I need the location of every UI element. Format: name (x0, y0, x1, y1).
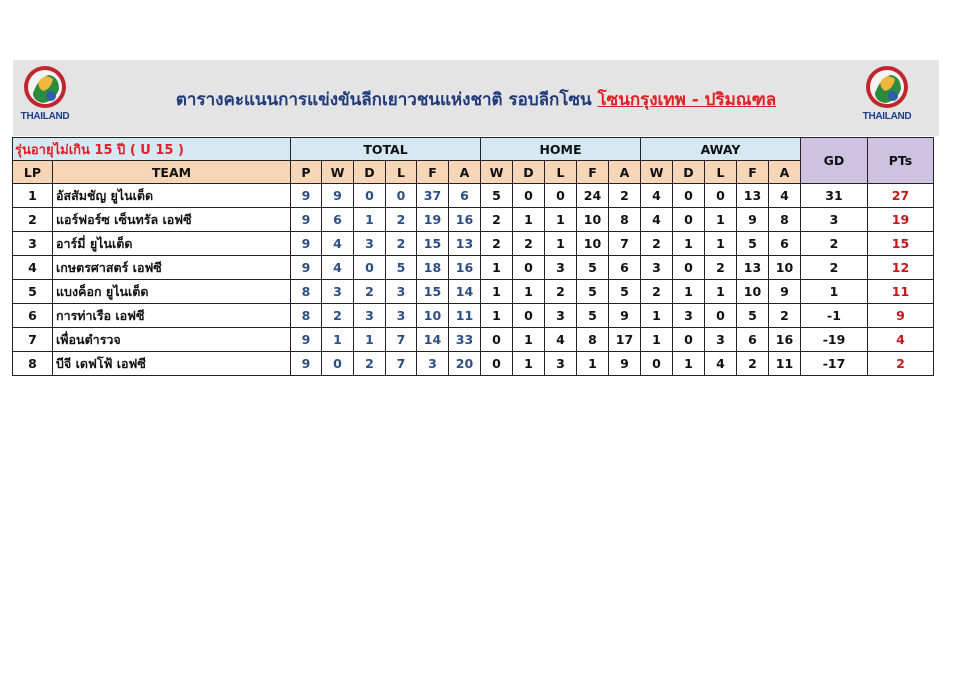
away-stat-cell: 2 (737, 352, 769, 376)
position-cell: 7 (13, 328, 53, 352)
total-stat-cell: 19 (417, 208, 449, 232)
home-stat-cell: 2 (609, 184, 641, 208)
table-row (13, 256, 934, 280)
home-stat-cell: 7 (609, 232, 641, 256)
total-stat-cell: 15 (417, 232, 449, 256)
team-name-cell: เกษตรศาสตร์ เอฟซี (53, 256, 291, 280)
home-stat-cell: 0 (513, 184, 545, 208)
home-stat-cell: 0 (513, 256, 545, 280)
team-name-cell: อาร์มี่ ยูไนเต็ด (53, 232, 291, 256)
away-stat-cell: 6 (737, 328, 769, 352)
home-col-header: L (545, 161, 577, 184)
home-stat-cell: 3 (545, 304, 577, 328)
total-stat-cell: 2 (354, 280, 386, 304)
total-col-header: D (354, 161, 386, 184)
team-name-cell: เพื่อนตำรวจ (53, 328, 291, 352)
away-stat-cell: 0 (673, 256, 705, 280)
total-stat-cell: 33 (449, 328, 481, 352)
home-stat-cell: 24 (577, 184, 609, 208)
home-col-header: F (577, 161, 609, 184)
page-title (13, 86, 939, 113)
lp-header: LP (13, 161, 53, 184)
total-stat-cell: 3 (322, 280, 354, 304)
home-col-header: D (513, 161, 545, 184)
goal-difference-cell: 31 (801, 184, 868, 208)
points-cell: 19 (868, 208, 934, 232)
away-stat-cell: 0 (673, 208, 705, 232)
total-stat-cell: 16 (449, 256, 481, 280)
total-stat-cell: 2 (322, 304, 354, 328)
total-group-header: TOTAL (291, 138, 481, 161)
away-stat-cell: 4 (705, 352, 737, 376)
team-name-cell: แอร์ฟอร์ซ เซ็นทรัล เอฟซี (53, 208, 291, 232)
home-stat-cell: 3 (545, 256, 577, 280)
gd-header: GD (801, 138, 868, 184)
home-stat-cell: 5 (577, 256, 609, 280)
home-stat-cell: 2 (481, 232, 513, 256)
home-group-header: HOME (481, 138, 641, 161)
total-stat-cell: 15 (417, 280, 449, 304)
table-row (13, 184, 934, 208)
position-cell: 3 (13, 232, 53, 256)
total-stat-cell: 6 (322, 208, 354, 232)
goal-difference-cell: 2 (801, 232, 868, 256)
total-stat-cell: 18 (417, 256, 449, 280)
away-stat-cell: 0 (673, 184, 705, 208)
goal-difference-cell: 2 (801, 256, 868, 280)
goal-difference-cell: -1 (801, 304, 868, 328)
total-stat-cell: 4 (322, 232, 354, 256)
home-col-header: A (609, 161, 641, 184)
team-name-cell: แบงค็อก ยูไนเต็ด (53, 280, 291, 304)
home-stat-cell: 1 (513, 208, 545, 232)
points-cell: 27 (868, 184, 934, 208)
home-stat-cell: 2 (481, 208, 513, 232)
standings-table (12, 137, 934, 376)
total-col-header: W (322, 161, 354, 184)
away-stat-cell: 5 (737, 304, 769, 328)
total-stat-cell: 3 (386, 280, 417, 304)
total-stat-cell: 9 (291, 256, 322, 280)
header-banner (13, 60, 939, 136)
total-stat-cell: 3 (417, 352, 449, 376)
home-stat-cell: 1 (481, 280, 513, 304)
position-cell: 1 (13, 184, 53, 208)
points-cell: 4 (868, 328, 934, 352)
column-header-row (13, 161, 934, 184)
home-stat-cell: 4 (545, 328, 577, 352)
total-stat-cell: 9 (291, 184, 322, 208)
away-stat-cell: 11 (769, 352, 801, 376)
away-stat-cell: 1 (673, 352, 705, 376)
away-stat-cell: 3 (673, 304, 705, 328)
total-stat-cell: 9 (291, 352, 322, 376)
total-stat-cell: 11 (449, 304, 481, 328)
away-stat-cell: 1 (673, 280, 705, 304)
home-stat-cell: 8 (609, 208, 641, 232)
away-stat-cell: 6 (769, 232, 801, 256)
position-cell: 4 (13, 256, 53, 280)
goal-difference-cell: -17 (801, 352, 868, 376)
total-stat-cell: 6 (449, 184, 481, 208)
total-stat-cell: 5 (386, 256, 417, 280)
home-stat-cell: 1 (513, 280, 545, 304)
home-stat-cell: 6 (609, 256, 641, 280)
total-stat-cell: 0 (354, 184, 386, 208)
pts-header: PTs (868, 138, 934, 184)
total-stat-cell: 16 (449, 208, 481, 232)
home-stat-cell: 5 (577, 280, 609, 304)
total-stat-cell: 9 (291, 232, 322, 256)
total-stat-cell: 4 (322, 256, 354, 280)
home-stat-cell: 2 (545, 280, 577, 304)
points-cell: 15 (868, 232, 934, 256)
away-col-header: W (641, 161, 673, 184)
away-stat-cell: 5 (737, 232, 769, 256)
points-cell: 2 (868, 352, 934, 376)
total-stat-cell: 9 (291, 328, 322, 352)
total-stat-cell: 8 (291, 304, 322, 328)
table-row (13, 352, 934, 376)
team-name-cell: อัสสัมชัญ ยูไนเต็ด (53, 184, 291, 208)
home-stat-cell: 2 (513, 232, 545, 256)
away-col-header: F (737, 161, 769, 184)
goal-difference-cell: 1 (801, 280, 868, 304)
total-stat-cell: 14 (449, 280, 481, 304)
away-col-header: A (769, 161, 801, 184)
home-stat-cell: 1 (577, 352, 609, 376)
home-stat-cell: 3 (545, 352, 577, 376)
table-row (13, 208, 934, 232)
home-stat-cell: 9 (609, 352, 641, 376)
home-stat-cell: 1 (513, 328, 545, 352)
age-group-label: รุ่นอายุไม่เกิน 15 ปี ( U 15 ) (13, 138, 291, 161)
logo-text: THAILAND (862, 111, 912, 122)
away-stat-cell: 10 (737, 280, 769, 304)
home-stat-cell: 17 (609, 328, 641, 352)
goal-difference-cell: -19 (801, 328, 868, 352)
home-stat-cell: 1 (545, 208, 577, 232)
home-stat-cell: 1 (481, 304, 513, 328)
away-stat-cell: 13 (737, 256, 769, 280)
team-name-cell: บีจี เดฟโฟ้ เอฟซี (53, 352, 291, 376)
total-stat-cell: 3 (386, 304, 417, 328)
total-stat-cell: 7 (386, 352, 417, 376)
position-cell: 8 (13, 352, 53, 376)
away-stat-cell: 0 (641, 352, 673, 376)
table-row (13, 304, 934, 328)
away-stat-cell: 8 (769, 208, 801, 232)
home-stat-cell: 1 (513, 352, 545, 376)
total-col-header: L (386, 161, 417, 184)
title-text: ตารางคะแนนการแข่งขันลีกเยาวชนแห่งชาติ รอบลีกโซน (175, 90, 592, 110)
total-stat-cell: 0 (354, 256, 386, 280)
away-stat-cell: 2 (641, 280, 673, 304)
home-stat-cell: 10 (577, 232, 609, 256)
away-stat-cell: 0 (705, 304, 737, 328)
total-stat-cell: 1 (322, 328, 354, 352)
away-stat-cell: 1 (641, 328, 673, 352)
total-stat-cell: 0 (322, 352, 354, 376)
home-stat-cell: 1 (545, 232, 577, 256)
total-stat-cell: 2 (354, 352, 386, 376)
away-stat-cell: 2 (769, 304, 801, 328)
home-stat-cell: 5 (609, 280, 641, 304)
home-stat-cell: 0 (481, 328, 513, 352)
away-stat-cell: 16 (769, 328, 801, 352)
team-name-cell: การท่าเรือ เอฟซี (53, 304, 291, 328)
total-col-header: P (291, 161, 322, 184)
home-stat-cell: 0 (481, 352, 513, 376)
home-col-header: W (481, 161, 513, 184)
points-cell: 9 (868, 304, 934, 328)
home-stat-cell: 9 (609, 304, 641, 328)
position-cell: 2 (13, 208, 53, 232)
total-stat-cell: 14 (417, 328, 449, 352)
logo-text: THAILAND (20, 111, 70, 122)
total-stat-cell: 2 (386, 232, 417, 256)
home-stat-cell: 8 (577, 328, 609, 352)
total-stat-cell: 8 (291, 280, 322, 304)
thailand-youth-league-logo-right (857, 63, 917, 133)
total-stat-cell: 1 (354, 328, 386, 352)
away-stat-cell: 0 (673, 328, 705, 352)
table-row (13, 232, 934, 256)
away-stat-cell: 4 (641, 184, 673, 208)
table-row (13, 280, 934, 304)
home-stat-cell: 1 (481, 256, 513, 280)
total-col-header: F (417, 161, 449, 184)
group-header-row (13, 138, 934, 161)
away-stat-cell: 0 (705, 184, 737, 208)
away-stat-cell: 9 (769, 280, 801, 304)
away-col-header: L (705, 161, 737, 184)
home-stat-cell: 5 (481, 184, 513, 208)
total-stat-cell: 7 (386, 328, 417, 352)
total-stat-cell: 9 (322, 184, 354, 208)
home-stat-cell: 0 (545, 184, 577, 208)
away-stat-cell: 9 (737, 208, 769, 232)
points-cell: 12 (868, 256, 934, 280)
total-stat-cell: 20 (449, 352, 481, 376)
total-stat-cell: 9 (291, 208, 322, 232)
away-stat-cell: 1 (705, 280, 737, 304)
away-stat-cell: 10 (769, 256, 801, 280)
total-stat-cell: 1 (354, 208, 386, 232)
position-cell: 6 (13, 304, 53, 328)
zone-title: โซนกรุงเทพ - ปริมณฑล (597, 90, 777, 110)
away-stat-cell: 1 (641, 304, 673, 328)
total-stat-cell: 0 (386, 184, 417, 208)
away-stat-cell: 2 (705, 256, 737, 280)
away-col-header: D (673, 161, 705, 184)
home-stat-cell: 10 (577, 208, 609, 232)
total-stat-cell: 37 (417, 184, 449, 208)
away-stat-cell: 3 (705, 328, 737, 352)
total-stat-cell: 3 (354, 232, 386, 256)
away-stat-cell: 13 (737, 184, 769, 208)
away-stat-cell: 4 (641, 208, 673, 232)
total-col-header: A (449, 161, 481, 184)
goal-difference-cell: 3 (801, 208, 868, 232)
position-cell: 5 (13, 280, 53, 304)
away-stat-cell: 1 (705, 208, 737, 232)
table-body (13, 138, 934, 376)
away-group-header: AWAY (641, 138, 801, 161)
total-stat-cell: 2 (386, 208, 417, 232)
total-stat-cell: 13 (449, 232, 481, 256)
away-stat-cell: 4 (769, 184, 801, 208)
away-stat-cell: 1 (705, 232, 737, 256)
away-stat-cell: 3 (641, 256, 673, 280)
table-row (13, 328, 934, 352)
away-stat-cell: 1 (673, 232, 705, 256)
team-header: TEAM (53, 161, 291, 184)
home-stat-cell: 0 (513, 304, 545, 328)
away-stat-cell: 2 (641, 232, 673, 256)
soccer-ball-icon (857, 63, 917, 113)
points-cell: 11 (868, 280, 934, 304)
home-stat-cell: 5 (577, 304, 609, 328)
total-stat-cell: 10 (417, 304, 449, 328)
total-stat-cell: 3 (354, 304, 386, 328)
